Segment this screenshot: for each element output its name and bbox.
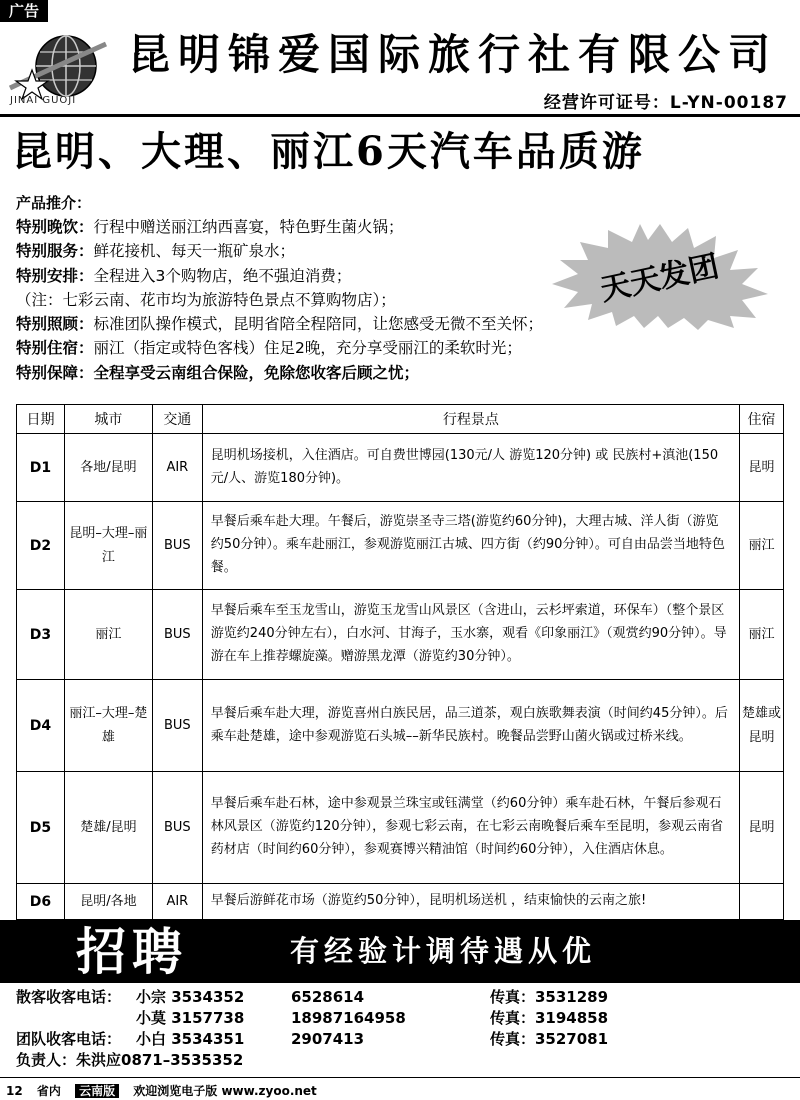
manager-contact: 负责人：朱洪应0871–3535352 [16,1051,244,1069]
contact-label: 散客收客电话： [16,988,122,1006]
day-cell: D5 [17,772,65,884]
contact-phone: 小宗 3534352 [136,988,245,1006]
contact-fax: 传真：3194858 [490,1009,609,1027]
transport-cell: BUS [152,590,202,680]
contact-phone-alt: 6528614 [291,988,365,1006]
feature-text: 鲜花接机、每天一瓶矿泉水； [93,242,296,261]
transport-cell: AIR [152,434,202,502]
itinerary-table [16,404,784,920]
day-cell: D2 [17,502,65,590]
page-footer [6,1082,327,1099]
contact-row [16,1029,786,1050]
footer-text: 欢迎浏览电子版 www.zyoo.net [133,1084,317,1098]
recruitment-title: 招聘 [76,922,188,981]
feature-item [16,361,786,385]
day-cell: D1 [17,434,65,502]
stay-cell: 楚雄或昆明 [740,680,784,772]
footer-divider [0,1077,800,1078]
contact-phone-alt: 2907413 [291,1030,365,1048]
feature-text: 标准团队操作模式，昆明省陪全程陪同，让您感受无微不至关怀； [93,315,544,334]
stay-cell: 丽江 [740,590,784,680]
stay-cell: 丽江 [740,502,784,590]
footer-section: 省内 [36,1084,61,1098]
feature-text: 丽江（指定或特色客栈）住足2晚，充分享受丽江的柔软时光； [93,339,522,358]
contact-phone: 小莫 3157738 [136,1009,245,1027]
feature-label: 特别照顾： [16,315,94,334]
city-cell: 丽江 [64,590,152,680]
feature-text: 全程享受云南组合保险，免除您收客后顾之忧； [93,363,420,382]
col-header-city: 城市 [64,405,152,434]
stay-cell: 昆明 [740,434,784,502]
day-cell: D6 [17,884,65,920]
itinerary-cell: 早餐后乘车赴大理。午餐后，游览崇圣寺三塔(游览约60分钟)，大理古城、洋人街（游览约50分钟）。乘车赴丽江，参观游览丽江古城、四方街（约90分钟）。可自由品尝当地特色餐。 [202,502,739,590]
table-row [17,680,784,772]
itinerary-cell: 早餐后游鲜花市场（游览约50分钟），昆明机场送机 ，结束愉快的云南之旅! [202,884,739,920]
stamp-text: 天天发团 [597,248,723,309]
table-row [17,434,784,502]
page-number: 12 [6,1084,23,1098]
day-cell: D4 [17,680,65,772]
table-row [17,502,784,590]
stay-cell [740,884,784,920]
ad-tag: 广告 [0,0,48,22]
logo-text: JINAI GUOJI [10,95,77,106]
transport-cell: BUS [152,502,202,590]
feature-item [16,336,786,360]
col-header-date: 日期 [17,405,65,434]
feature-label: 特别保障： [16,363,94,382]
col-header-transport: 交通 [152,405,202,434]
contact-phone-alt: 18987164958 [291,1009,406,1027]
feature-label: 特别晚饮： [16,218,94,236]
itinerary-cell: 早餐后乘车赴石林，途中参观景兰珠宝或钰满堂（约60分钟）乘车赴石林，午餐后参观石林风景区（游览约120分钟），参观七彩云南，在七彩云南晚餐后乘车至昆明，参观云南省药材店（时间约60分钟），参观赛博兴精油馆（时间约60分钟），入住酒店休息。 [202,772,739,884]
contact-row [16,1008,786,1029]
feature-label: 特别安排： [16,266,94,285]
contact-row [16,987,786,1008]
transport-cell: AIR [152,884,202,920]
stay-cell: 昆明 [740,772,784,884]
company-name: 昆明锦爱国际旅行社有限公司 [128,30,779,79]
col-header-stay: 住宿 [740,405,784,434]
table-row [17,590,784,680]
recruitment-banner [0,920,800,983]
license-number: 经营许可证号：L-YN-00187 [543,93,788,113]
page-title: 昆明、大理、丽江6天汽车品质游 [12,128,645,175]
table-header-row [17,405,784,434]
itinerary-cell: 早餐后乘车赴大理，游览喜州白族民居，品三道茶，观白族歌舞表演（时间约45分钟）。后乘车赴楚雄，途中参观游览石头城––新华民族村。晚餐品尝野山菌火锅或过桥米线。 [202,680,739,772]
day-cell: D3 [17,590,65,680]
feature-text: 全程进入3个购物店，绝不强迫消费； [93,266,352,285]
feature-label: 特别住宿： [16,339,94,358]
header-divider [0,114,800,117]
daily-departure-stamp [548,220,773,330]
edition-badge: 云南版 [75,1084,119,1098]
transport-cell: BUS [152,772,202,884]
feature-label: 特别服务： [16,242,94,261]
col-header-itinerary: 行程景点 [202,405,739,434]
itinerary-cell: 昆明机场接机，入住酒店。可自费世博园(130元/人 游览120分钟) 或 民族村+滇池(150元/人、游览180分钟)。 [202,434,739,502]
table-row [17,884,784,920]
contact-fax: 传真：3527081 [490,1030,609,1048]
city-cell: 昆明/各地 [64,884,152,920]
city-cell: 楚雄/昆明 [64,772,152,884]
contact-row [16,1050,786,1071]
city-cell: 各地/昆明 [64,434,152,502]
itinerary-cell: 早餐后乘车至玉龙雪山，游览玉龙雪山风景区（含进山，云杉坪索道，环保车）（整个景区游览约240分钟左右），白水河、甘海子，玉水寨，观看《印象丽江》（观赏约90分钟）。导游在车上推荐螺旋藻。赠游黑龙潭（游览约30分钟）。 [202,590,739,680]
city-cell: 丽江–大理–楚雄 [64,680,152,772]
recruitment-subtitle: 有经验计调待遇从优 [290,934,597,968]
transport-cell: BUS [152,680,202,772]
feature-text: 行程中赠送丽江纳西喜宴，特色野生菌火锅； [93,218,404,236]
city-cell: 昆明–大理–丽江 [64,502,152,590]
feature-note: （注：七彩云南、花市均为旅游特色景点不算购物店）； [16,290,396,309]
contact-phone: 小白 3534351 [136,1030,245,1048]
table-row [17,772,784,884]
contact-block [16,987,786,1071]
intro-label: 产品推介： [16,194,92,212]
contact-label: 团队收客电话： [16,1030,122,1048]
contact-fax: 传真：3531289 [490,988,609,1006]
